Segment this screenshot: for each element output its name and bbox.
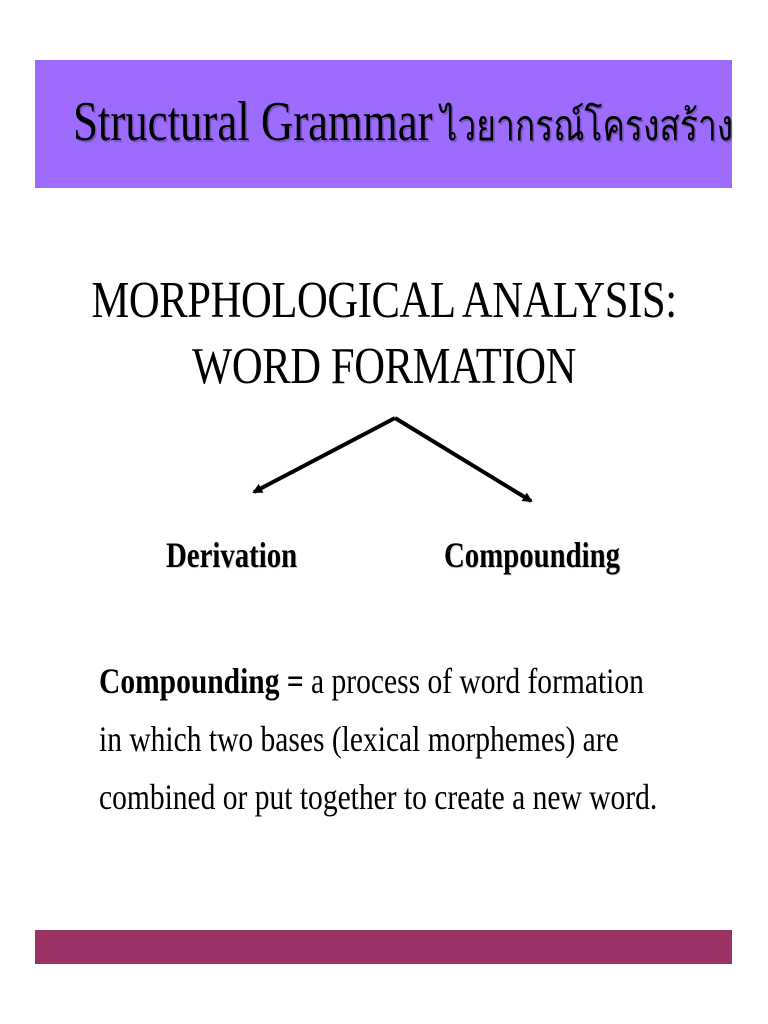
definition-line-1-rest: a process of word formation — [303, 661, 644, 701]
definition-line-2: in which two bases (lexical morphemes) are — [99, 719, 619, 759]
right-branch-arrow — [395, 418, 531, 501]
heading-line-2: WORD FORMATION — [192, 338, 576, 395]
slide-title — [73, 82, 733, 167]
definition-term: Compounding = — [99, 661, 304, 701]
definition-text — [99, 652, 689, 826]
compounding-label: Compounding — [444, 535, 621, 575]
derivation-label: Derivation — [166, 535, 298, 575]
heading-line-1: MORPHOLOGICAL ANALYSIS: — [91, 272, 677, 329]
footer-band — [35, 930, 732, 964]
definition-line-3: combined or put together to create a new word. — [99, 777, 658, 817]
main-heading — [0, 268, 768, 400]
header-band — [35, 60, 732, 188]
slide-title-english: Structural Grammar — [73, 91, 433, 153]
left-branch-arrow — [254, 418, 395, 492]
definition-line-1 — [99, 652, 689, 710]
slide-title-thai: ไวยากรณ์โครงสร้าง — [440, 104, 734, 150]
